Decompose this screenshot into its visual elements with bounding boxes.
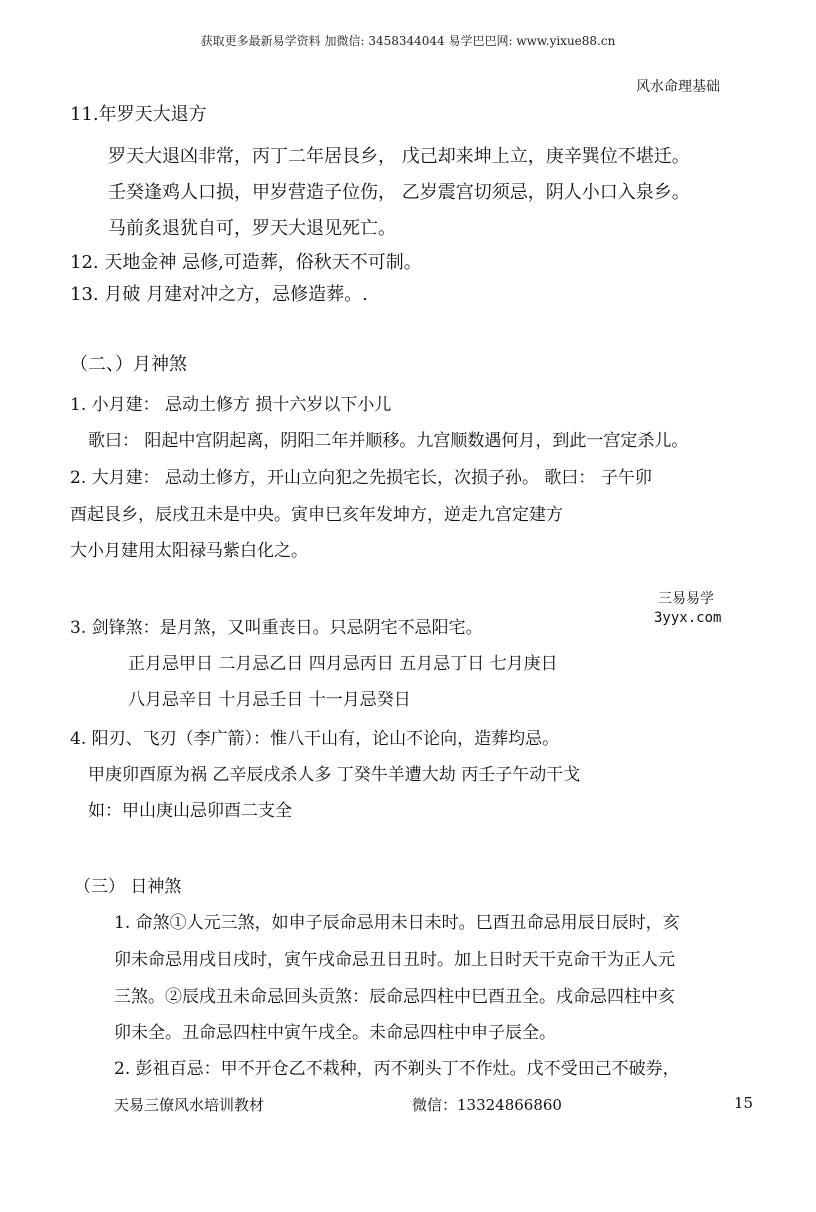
page-number: 15 [734, 1094, 754, 1112]
item-3-sword: 3. 剑锋煞：是月煞，又叫重丧日。只忌阴宅不忌阳宅。 [70, 618, 483, 638]
item-4-blade: 4. 阳刃、飞刃（李广箭）：惟八干山有，论山不论向，造葬均忌。 [70, 729, 560, 749]
blade-verse: 甲庚卯酉原为祸 乙辛辰戌杀人多 丁癸牛羊遭大劫 丙壬子午动干戈 [88, 765, 581, 785]
item-2-big-month: 2. 大月建： 忌动土修方，开山立向犯之先损宅长，次损子孙。 歌曰： 子午卯 [70, 468, 652, 488]
day-item-1-cont-3: 卯未全。丑命忌四柱中寅午戌全。未命忌四柱中申子辰全。 [114, 1023, 556, 1043]
item-2-cont: 酉起艮乡，辰戌丑未是中央。寅申巳亥年发坤方，逆走九宫定建方 [70, 505, 563, 525]
sword-days-2: 八月忌辛日 十月忌壬日 十一月忌癸日 [128, 690, 411, 710]
watermark-line-2: 3yyx.com [654, 610, 722, 626]
song-1: 歌曰： 阳起中宫阴起离，阴阳二年并顺移。九宫顺数遇何月，到此一宫定杀儿。 [88, 431, 689, 451]
top-banner: 获取更多最新易学资料 加微信: 3458344044 易学巴巴网: www.yixue88.cn [200, 34, 616, 48]
day-item-2: 2. 彭祖百忌：甲不开仓乙不栽种，丙不剃头丁不作灶。戊不受田己不破券， [114, 1059, 680, 1079]
day-item-1-cont-2: 三煞。②辰戌丑未命忌回头贡煞：辰命忌四柱中巳酉丑全。戌命忌四柱中亥 [114, 987, 675, 1007]
watermark-line-1: 三易易学 [658, 591, 714, 607]
item-1-small-month: 1. 小月建： 忌动土修方 损十六岁以下小儿 [70, 395, 392, 415]
section-heading-3: （三） 日神煞 [74, 877, 182, 897]
section-title: 风水命理基础 [636, 79, 720, 95]
item-2-note: 大小月建用太阳禄马紫白化之。 [70, 541, 308, 561]
poem-line-3: 马前炙退犹自可，罗天大退见死亡。 [108, 218, 396, 239]
day-item-1-cont-1: 卯未命忌用戌日戌时，寅午戌命忌丑日丑时。加上日时天干克命干为正人元 [114, 950, 675, 970]
section-heading-2: （二、）月神煞 [70, 354, 187, 375]
day-item-1: 1. 命煞①人元三煞，如申子辰命忌用未日未时。巳酉丑命忌用辰日辰时，亥 [114, 913, 680, 933]
blade-example: 如：甲山庚山忌卯酉二支全 [88, 801, 292, 821]
heading-13: 13. 月破 月建对冲之方，忌修造葬。. [70, 284, 368, 305]
poem-line-2: 壬癸逢鸡人口损，甲岁营造子位伤， 乙岁震宫切须忌，阴人小口入泉乡。 [108, 182, 690, 203]
sword-days-1: 正月忌甲日 二月忌乙日 四月忌丙日 五月忌丁日 七月庚日 [128, 654, 558, 674]
footer-wechat: 微信：13324866860 [412, 1096, 562, 1114]
heading-11: 11.年罗天大退方 [70, 104, 207, 125]
poem-line-1: 罗天大退凶非常，丙丁二年居艮乡， 戊己却来坤上立，庚辛巽位不堪迁。 [108, 146, 690, 167]
heading-12: 12. 天地金神 忌修,可造葬，俗秋天不可制。 [70, 252, 422, 273]
footer-title: 天易三僚风水培训教材 [114, 1096, 265, 1114]
